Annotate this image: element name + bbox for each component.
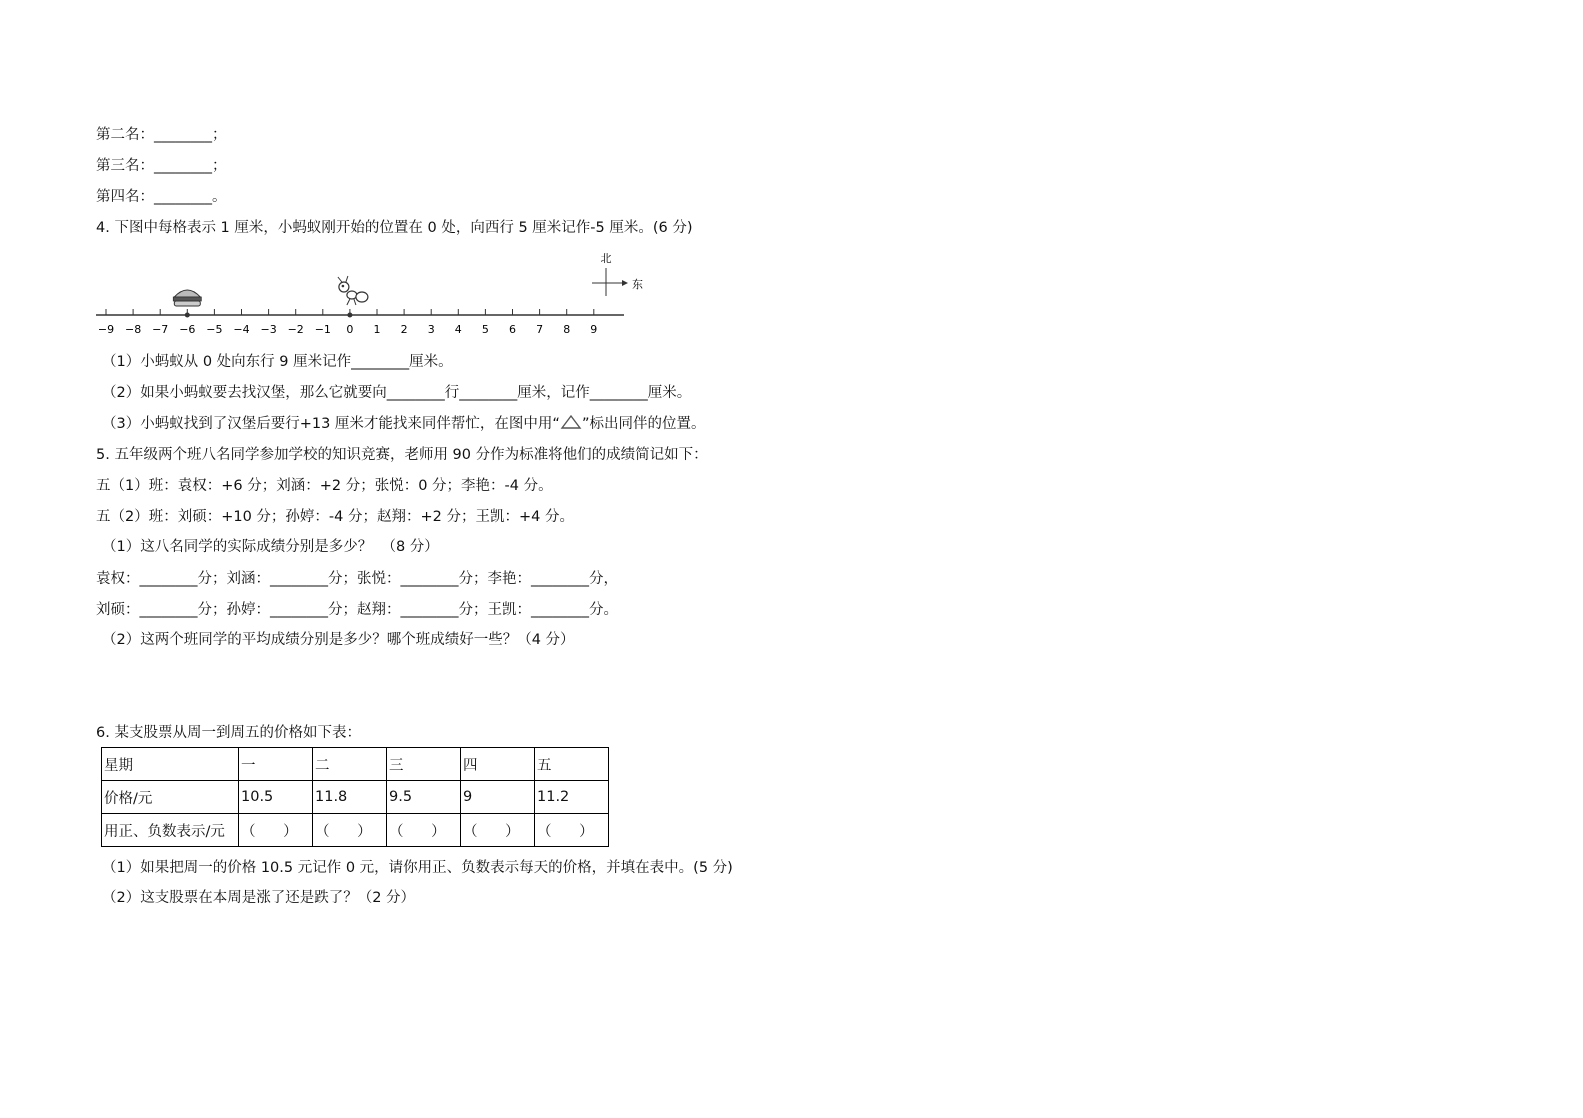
rank-third-line: 第三名：________； bbox=[96, 158, 227, 174]
table-row bbox=[102, 781, 609, 814]
number-line-tick-label: 1 bbox=[373, 323, 381, 336]
table-cell: 9.5 bbox=[387, 781, 461, 814]
number-line-tick-label: −3 bbox=[260, 323, 277, 336]
number-line-tick-label: −7 bbox=[152, 323, 169, 336]
answer-cell[interactable]: （ ） bbox=[535, 814, 609, 847]
question-4-part-1: （1）小蚂蚁从 0 处向东行 9 厘米记作________厘米。 bbox=[102, 354, 453, 370]
table-cell: 星期 bbox=[102, 748, 239, 781]
table-cell: 10.5 bbox=[239, 781, 313, 814]
ant-position-dot bbox=[347, 313, 352, 318]
answer-cell[interactable]: （ ） bbox=[461, 814, 535, 847]
number-line-tick-label: −4 bbox=[233, 323, 250, 336]
question-4-part-2: （2）如果小蚂蚁要去找汉堡，那么它就要向________行________厘米，记作________厘米。 bbox=[102, 385, 692, 401]
table-cell: 一 bbox=[239, 748, 313, 781]
answer-cell[interactable]: （ ） bbox=[387, 814, 461, 847]
number-line-tick-label: 4 bbox=[454, 323, 462, 336]
compass-icon bbox=[592, 252, 643, 296]
table-row bbox=[102, 814, 609, 847]
number-line-tick-label: −5 bbox=[206, 323, 223, 336]
burger-icon bbox=[173, 290, 201, 306]
table-cell: 9 bbox=[461, 781, 535, 814]
compass-north-label: 北 bbox=[600, 252, 612, 265]
number-line-figure bbox=[92, 248, 652, 338]
number-line-tick-label: 5 bbox=[481, 323, 489, 336]
table-cell: 价格/元 bbox=[102, 781, 239, 814]
table-cell: 三 bbox=[387, 748, 461, 781]
question-6-text: 6. 某支股票从周一到周五的价格如下表： bbox=[96, 725, 361, 741]
number-line-tick-label: 7 bbox=[536, 323, 544, 336]
number-line-tick-label: −8 bbox=[124, 323, 142, 336]
ant-icon bbox=[338, 276, 368, 305]
table-cell: 二 bbox=[313, 748, 387, 781]
rank-fourth-line: 第四名：________。 bbox=[96, 189, 227, 205]
question-6-part-1: （1）如果把周一的价格 10.5 元记作 0 元，请你用正、负数表示每天的价格，并填在表中。(5 分) bbox=[102, 860, 733, 876]
table-cell: 11.2 bbox=[535, 781, 609, 814]
table-cell: 五 bbox=[535, 748, 609, 781]
question-4-text: 4. 下图中每格表示 1 厘米，小蚂蚁刚开始的位置在 0 处，向西行 5 厘米记作-5 厘米。(6 分) bbox=[96, 220, 693, 236]
table-cell: 11.8 bbox=[313, 781, 387, 814]
class-5-1-scores: 五（1）班：袁权：+6 分；刘涵：+2 分；张悦：0 分；李艳：-4 分。 bbox=[96, 478, 553, 494]
number-line-tick-label: 8 bbox=[563, 323, 571, 336]
question-4-part-3-end: ”标出同伴的位置。 bbox=[581, 416, 706, 432]
actual-scores-row-1: 袁权：________分；刘涵：________分；张悦：________分；李艳：________分， bbox=[96, 571, 618, 587]
question-4-part-3 bbox=[102, 414, 705, 434]
question-6-part-2: （2）这支股票在本周是涨了还是跌了？（2 分） bbox=[102, 890, 416, 906]
class-5-2-scores: 五（2）班：刘硕：+10 分；孙婷：-4 分；赵翔：+2 分；王凯：+4 分。 bbox=[96, 509, 574, 525]
question-4-part-3-start: （3）小蚂蚁找到了汉堡后要行+13 厘米才能找来同伴帮忙，在图中用“ bbox=[102, 416, 560, 432]
rank-second-line: 第二名：________； bbox=[96, 127, 227, 143]
number-line-tick-label: 3 bbox=[427, 323, 435, 336]
actual-scores-row-2: 刘硕：________分；孙婷：________分；赵翔：________分；王凯：________分。 bbox=[96, 602, 618, 618]
number-line-tick-label: 0 bbox=[346, 323, 354, 336]
number-line-tick-label: −2 bbox=[287, 323, 304, 336]
number-line-tick-label: −9 bbox=[97, 323, 115, 336]
table-cell: 四 bbox=[461, 748, 535, 781]
burger-position-dot bbox=[185, 313, 190, 318]
number-line-tick-label: 9 bbox=[590, 323, 598, 336]
number-line-tick-label: 6 bbox=[509, 323, 516, 336]
number-line-tick-label: −6 bbox=[179, 323, 196, 336]
number-line-labels bbox=[98, 323, 597, 336]
number-line-tick-label: −1 bbox=[314, 323, 331, 336]
table-cell: 用正、负数表示/元 bbox=[102, 814, 239, 847]
table-row bbox=[102, 748, 609, 781]
number-line-tick-label: 2 bbox=[400, 323, 408, 336]
question-5-part-1: （1）这八名同学的实际成绩分别是多少？ （8 分） bbox=[102, 539, 439, 555]
stock-price-table bbox=[101, 747, 609, 847]
answer-cell[interactable]: （ ） bbox=[239, 814, 313, 847]
question-5-part-2: （2）这两个班同学的平均成绩分别是多少？哪个班成绩好一些？（4 分） bbox=[102, 632, 575, 648]
triangle-icon bbox=[560, 414, 582, 430]
compass-east-label: 东 bbox=[632, 278, 643, 291]
question-5-text: 5. 五年级两个班八名同学参加学校的知识竞赛，老师用 90 分作为标准将他们的成绩简记如下： bbox=[96, 447, 708, 463]
answer-cell[interactable]: （ ） bbox=[313, 814, 387, 847]
